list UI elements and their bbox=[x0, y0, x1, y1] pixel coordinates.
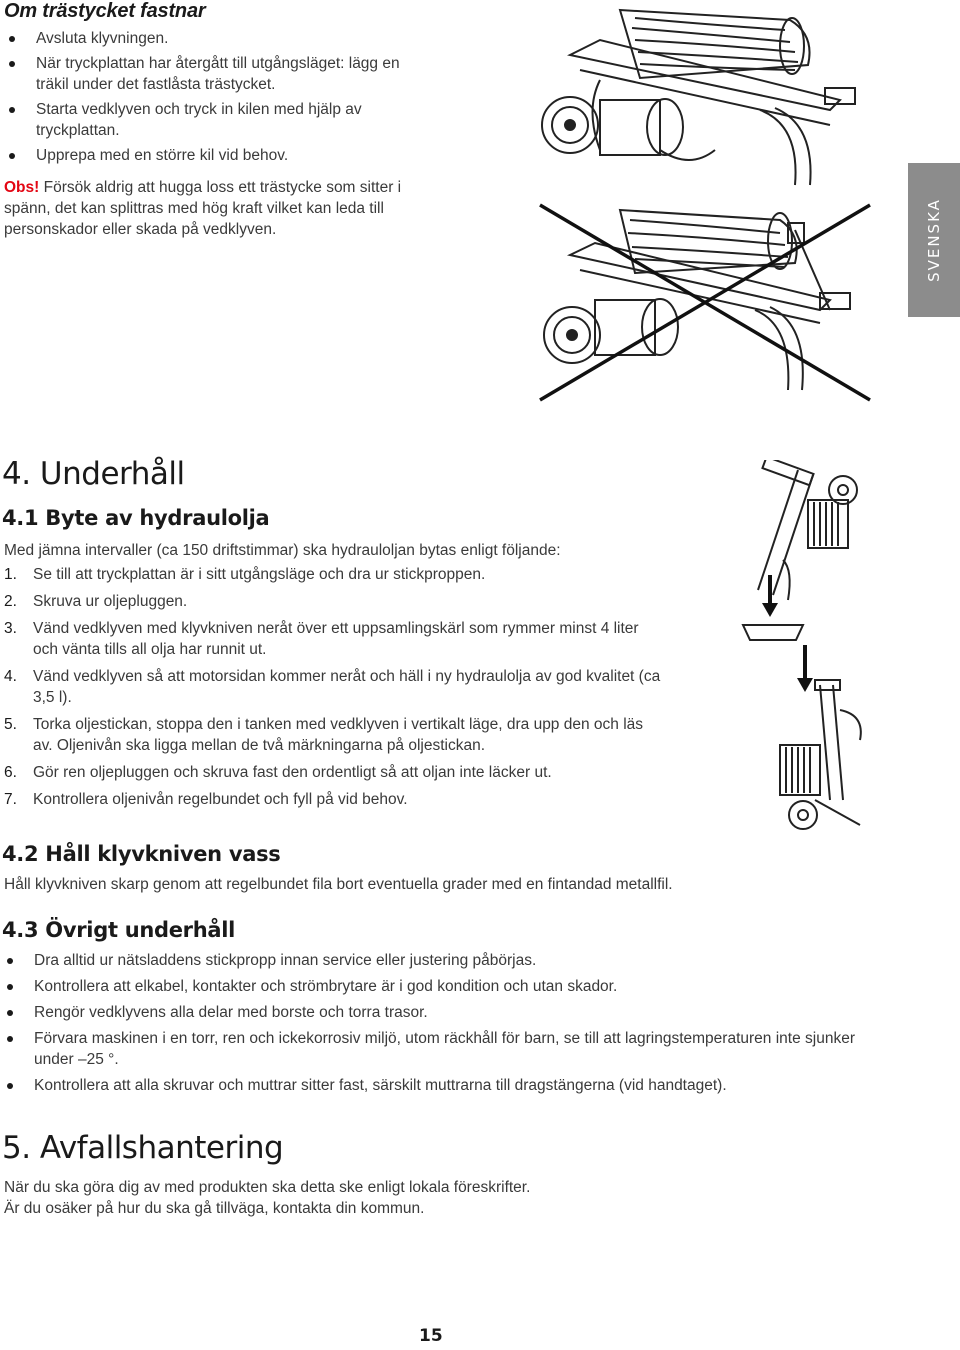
list-item: Rengör vedklyvens alla delar med borste och torra trasor. bbox=[2, 1002, 862, 1023]
list-item: 1. Se till att tryckplattan är i sitt utgångsläge och dra ur stickproppen. bbox=[4, 566, 486, 583]
stuck-bullet-list bbox=[4, 28, 404, 166]
incorrect-use-illustration bbox=[530, 195, 880, 405]
hydraulic-intro: Med jämna intervaller (ca 150 driftstimmar) ska hydrauloljan bytas enligt följande: bbox=[4, 542, 561, 559]
wood-splitter-illustration bbox=[540, 0, 880, 195]
list-item: Kontrollera att elkabel, kontakter och strömbrytare är i god kondition och utan skador. bbox=[2, 976, 862, 997]
list-item: Förvara maskinen i en torr, ren och ickekorrosiv miljö, utom räckhåll för barn, se till att lagringstemperaturen inte sjunker under –25 °. bbox=[2, 1028, 862, 1070]
list-item: När tryckplattan har återgått till utgångsläget: lägg en träkil under det fastlåsta trästycket. bbox=[4, 53, 404, 95]
list-item: 5. Torka oljestickan, stoppa den i tanken med vedklyven i vertikalt läge, dra upp den och läs av. Oljenivån ska ligga mellan de två märkningarna på oljestickan. bbox=[4, 716, 644, 754]
disposal-text: När du ska göra dig av med produkten ska detta ske enligt lokala föreskrifter. Är du osäker på hur du ska gå tillväga, kontakta din kommun. bbox=[4, 1179, 531, 1217]
list-item: Kontrollera att alla skruvar och muttrar sitter fast, särskilt muttrarna till dragstängerna (vid handtaget). bbox=[2, 1075, 862, 1096]
knife-text: Håll klyvkniven skarp genom att regelbundet fila bort eventuella grader med en fintandad metallfil. bbox=[4, 876, 673, 893]
language-tab: SVENSKA bbox=[908, 163, 960, 317]
list-item: Dra alltid ur nätsladdens stickpropp innan service eller justering påbörjas. bbox=[2, 950, 862, 971]
list-item: Avsluta klyvningen. bbox=[4, 28, 404, 49]
hydraulic-steps bbox=[4, 564, 664, 810]
other-maintenance-list bbox=[2, 950, 862, 1096]
list-item: 3. Vänd vedklyven med klyvkniven neråt över ett uppsamlingskärl som rymmer minst 4 liter och vänta tills all olja har runnit ut. bbox=[4, 620, 639, 658]
list-item: Upprepa med en större kil vid behov. bbox=[4, 145, 404, 166]
list-item: 2. Skruva ur oljepluggen. bbox=[4, 593, 188, 610]
section-4-2-title: 4.2 Håll klyvkniven vass bbox=[2, 842, 281, 866]
section-4-1-title: 4.1 Byte av hydraulolja bbox=[2, 506, 270, 530]
page-number: 15 bbox=[419, 1326, 443, 1346]
section-5-title: 5. Avfallshantering bbox=[2, 1130, 284, 1166]
section-4-title: 4. Underhåll bbox=[2, 456, 185, 492]
section-title-stuck: Om trästycket fastnar bbox=[4, 0, 206, 22]
warning-text: Försök aldrig att hugga loss ett trästycke som sitter i spänn, det kan splittras med hög kraft vilket kan leda till personskador eller skada på vedklyven. bbox=[4, 179, 402, 238]
fill-oil-illustration bbox=[775, 640, 885, 835]
list-item: 6. Gör ren oljepluggen och skruva fast den ordentligt så att oljan inte läcker ut. bbox=[4, 764, 552, 781]
list-item: 4. Vänd vedklyven så att motorsidan kommer neråt och häll i ny hydraulolja av god kvalitet (ca 3,5 l). bbox=[4, 668, 661, 706]
section-4-3-title: 4.3 Övrigt underhåll bbox=[2, 918, 236, 942]
warning-label: Obs! bbox=[4, 179, 40, 196]
list-item: Starta vedklyven och tryck in kilen med hjälp av tryckplattan. bbox=[4, 99, 404, 141]
drain-oil-illustration bbox=[738, 460, 878, 645]
warning-paragraph bbox=[4, 177, 449, 240]
list-item: 7. Kontrollera oljenivån regelbundet och fyll på vid behov. bbox=[4, 791, 408, 808]
